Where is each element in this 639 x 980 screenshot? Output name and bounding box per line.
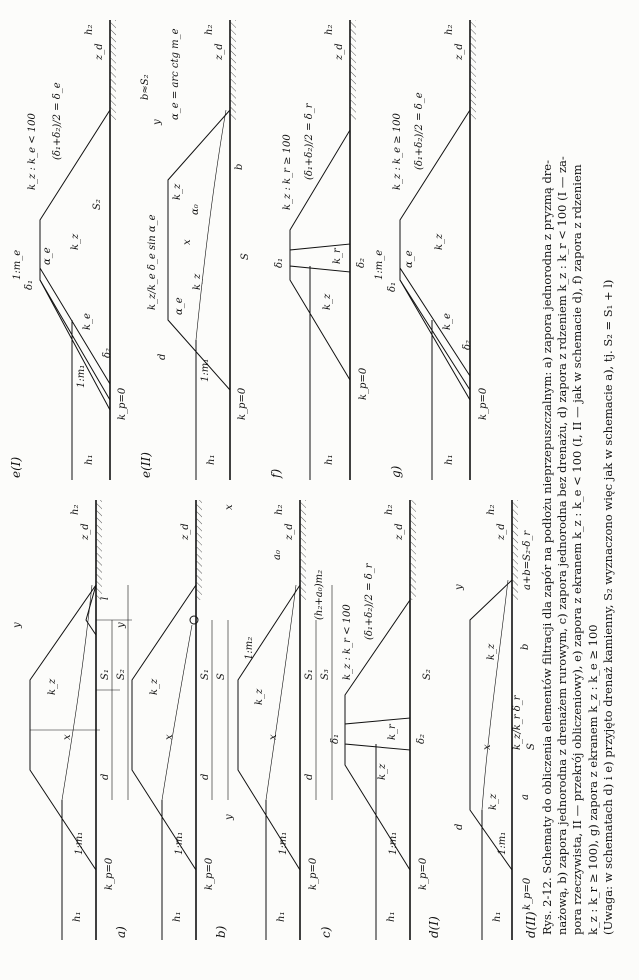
panel-c-kz: k_z <box>254 688 265 705</box>
panel-dI-delta1: δ₁ <box>330 733 341 744</box>
panel-f-h2: h₂ <box>324 24 335 35</box>
panel-eII-b: b <box>234 163 245 170</box>
panel-eII-slope: 1:m₁ <box>200 358 211 382</box>
panel-dI-letter: d(I) <box>427 916 441 938</box>
panel-f-kr: k_r <box>332 248 343 264</box>
panel-eII-alphadef: α_e = arc ctg m_e <box>170 28 181 120</box>
panel-dI-S2: S₂ <box>422 669 433 680</box>
panel-g-zd: z_d <box>454 43 465 60</box>
panel-c-y: y <box>224 814 235 820</box>
panel-g-kz: k_z <box>434 233 445 250</box>
panel-dII-a: a <box>520 794 531 800</box>
panel-dI-h2: h₂ <box>384 504 395 515</box>
panel-c-h2a0m2: (h₂+a₀)m₂ <box>314 569 325 620</box>
panel-eI-alpha: α_e <box>42 247 53 265</box>
panel-g-deltae: (δ₁+δ₂)/2 = δ_e <box>414 92 425 170</box>
panel-g-ratio: k_z : k_e ≥ 100 <box>392 113 403 190</box>
panel-eI-delta2: δ₂ <box>102 347 113 358</box>
panel-a-kp: k_p=0 <box>104 857 115 890</box>
panel-a-slope: 1:m₁ <box>74 831 85 855</box>
panel-f-deltar: (δ₁+δ₂)/2 = δ_r <box>304 103 315 180</box>
panel-eII-letter: e(II) <box>139 452 153 478</box>
panel-dI-kr: k_r <box>387 724 398 740</box>
panel-dII-slope: 1:m₁ <box>497 831 508 855</box>
panel-dI-zd: z_d <box>394 523 405 540</box>
panel-eII-kz1: k_z <box>192 273 203 290</box>
panel-c <box>224 500 333 940</box>
panel-dII-d: d <box>454 823 465 830</box>
panel-a <box>12 500 132 940</box>
panel-c-a0: a₀ <box>272 550 283 560</box>
panel-c-x: x <box>268 734 279 740</box>
caption-line: k_z : k_r ≥ 100), g) zapora z ekranem k_z : k_e ≥ 100 <box>585 624 600 935</box>
panel-dII-h1: h₁ <box>492 911 503 922</box>
panel-dI-kz: k_z <box>377 763 388 780</box>
panel-c-S1: S₁ <box>304 669 315 680</box>
panel-eI-ke: k_e <box>82 313 93 330</box>
panel-a-h1: h₁ <box>72 911 83 922</box>
panel-b-h1: h₁ <box>172 911 183 922</box>
panel-eII-S: S <box>240 253 251 260</box>
panel-c-slope2: 1:m₂ <box>244 636 255 660</box>
panel-eII-x: x <box>182 239 193 245</box>
panel-dI-slope: 1:m₁ <box>388 831 399 855</box>
panel-b-x: x <box>164 734 175 740</box>
panel-a-l: l <box>100 596 111 600</box>
panel-eI-kz: k_z <box>70 233 81 250</box>
panel-f-h1: h₁ <box>324 454 335 465</box>
panel-c-letter: c) <box>319 926 333 938</box>
panel-dI-deltar: (δ₁+δ₂)/2 = δ_r <box>364 563 375 640</box>
panel-b-y: y <box>116 622 127 628</box>
panel-a-h2: h₂ <box>70 504 81 515</box>
panel-eI-zd: z_d <box>94 43 105 60</box>
panel-dII-S: S <box>526 743 537 750</box>
panel-a-kz: k_z <box>47 678 58 695</box>
panel-eI-S2: S₂ <box>92 199 103 210</box>
panel-eII-alphae: α_e <box>174 297 185 315</box>
panel-g-letter: g) <box>389 465 403 478</box>
panel-eI-letter: e(I) <box>9 456 23 478</box>
panel-eII-kzke: k_z/k_e δ_e sin α_e <box>147 214 158 310</box>
panel-dI-h1: h₁ <box>386 911 397 922</box>
panel-dII <box>454 500 538 940</box>
panel-dII-b: b <box>520 643 531 650</box>
panel-g-kp: k_p=0 <box>478 387 489 420</box>
panel-eI-deltae: (δ₁+δ₂)/2 = δ_e <box>52 82 63 160</box>
panel-eII-bS2: b≈S₂ <box>140 74 151 100</box>
panel-eII <box>139 20 251 480</box>
panel-dII-y: y <box>454 584 465 590</box>
caption-note: (Uwaga: w schematach d) i e) przyjęto drenaż kamienny, S₂ wyznaczono więc jak w schemacie a), tj. S₂ = S₁ + l) <box>600 279 615 935</box>
figure-caption <box>540 35 616 935</box>
panel-g-delta2: δ₂ <box>462 339 473 350</box>
panel-f-kz: k_z <box>322 293 333 310</box>
panel-dI-ratio: k_z : k_r < 100 <box>342 604 353 680</box>
panel-dII-kp: k_p=0 <box>522 877 533 910</box>
panel-dII-kz2: k_z <box>486 643 497 660</box>
panel-a-x: x <box>62 734 73 740</box>
panel-eII-d: d <box>157 353 168 360</box>
panel-g-alpha: α_e <box>404 250 415 268</box>
panel-g-delta1: δ₁ <box>387 281 398 292</box>
panel-eI-h1: h₁ <box>84 454 95 465</box>
panel-dI <box>330 500 441 940</box>
panel-c-h1: h₁ <box>276 911 287 922</box>
panel-eI <box>9 20 128 480</box>
panel-eII-h1: h₁ <box>206 454 217 465</box>
panel-eI-h2: h₂ <box>84 24 95 35</box>
panel-c-xaxis: x <box>224 504 235 510</box>
panel-eII-zd: z_d <box>214 43 225 60</box>
panel-b-d: d <box>200 773 211 780</box>
panel-c-d: d <box>304 773 315 780</box>
panel-a-letter: a) <box>114 926 128 938</box>
panel-dII-letter: d(II) <box>524 911 538 938</box>
caption-line: Rys. 2-12. Schematy do obliczenia elementów filtracji dla zapór na podłożu nieprzepuszczalnym: a) zapora jednorodna z pryzmą dre- <box>540 160 554 935</box>
panel-f-kp: k_p=0 <box>358 367 369 400</box>
panel-c-kp: k_p=0 <box>308 857 319 890</box>
panel-b-S: S <box>216 673 227 680</box>
panel-a-S2: S₂ <box>116 669 127 680</box>
panel-dII-ab: a+b=S₂-δ_r <box>522 530 533 590</box>
panel-c-slope1: 1:m₁ <box>278 831 289 855</box>
panel-a-S1: S₁ <box>100 669 111 680</box>
panel-dII-x: x <box>482 744 493 750</box>
panel-eII-kz2: k_z <box>172 183 183 200</box>
panel-dII-kzkrdr: k_z/k_r δ_r <box>512 695 523 750</box>
panel-c-h2: h₂ <box>274 504 285 515</box>
panel-eI-kp: k_p=0 <box>117 387 128 420</box>
panel-b-slope: 1:m₁ <box>174 831 185 855</box>
caption-line: pora rzeczywista, II — przekrój obliczeniowy), e) zapora z ekranem k_z : k_e < 100 (I, II — jak w schemacie d), f) zapora z rdzeniem <box>570 164 585 935</box>
panel-g <box>374 20 489 480</box>
panel-b-kz: k_z <box>149 678 160 695</box>
panel-b-letter: b) <box>214 925 228 938</box>
panel-f <box>269 20 369 480</box>
panel-g-h1: h₁ <box>444 454 455 465</box>
panel-dI-delta2: δ₂ <box>416 733 427 744</box>
panel-c-S3: S₃ <box>320 669 331 680</box>
panel-dII-h2: h₂ <box>486 504 497 515</box>
panel-eII-kp: k_p=0 <box>237 387 248 420</box>
panel-g-h2: h₂ <box>444 24 455 35</box>
panel-f-zd: z_d <box>334 43 345 60</box>
panel-dII-kz1: k_z <box>488 793 499 810</box>
panel-b-zd: z_d <box>180 523 191 540</box>
panel-a-y: y <box>12 622 23 628</box>
panel-eI-slope: 1:m₁ <box>76 364 87 388</box>
panel-b <box>116 500 228 940</box>
caption-line: nażową, b) zapora jednorodna z drenażem rurowym, c) zapora jednorodna bez drenażu, d) zapora z rdzeniem k_z : k_r < 100 (I — za- <box>555 156 570 935</box>
panel-f-delta2: δ₂ <box>356 257 367 268</box>
panel-eII-h2: h₂ <box>204 24 215 35</box>
panel-eI-ratio: k_z : k_e < 100 <box>27 113 38 190</box>
panel-b-kp: k_p=0 <box>204 857 215 890</box>
panel-f-ratio: k_z : k_r ≥ 100 <box>282 134 293 210</box>
panel-eI-delta1: δ₁ <box>24 279 35 290</box>
panel-c-zd: z_d <box>284 523 295 540</box>
panel-eI-me: 1:m_e <box>12 249 23 280</box>
panel-dII-zd: z_d <box>496 523 507 540</box>
panel-f-delta1: δ₁ <box>274 257 285 268</box>
panel-b-S1: S₁ <box>200 669 211 680</box>
panel-a-zd: z_d <box>80 523 91 540</box>
panel-a-d: d <box>100 773 111 780</box>
panel-f-letter: f) <box>269 468 283 478</box>
panel-dI-kp: k_p=0 <box>418 857 429 890</box>
panel-g-ke: k_e <box>442 313 453 330</box>
panel-eII-y: y <box>152 119 163 125</box>
panel-eII-alpha0: α₀ <box>190 204 201 215</box>
panel-g-me: 1:m_e <box>374 249 385 280</box>
